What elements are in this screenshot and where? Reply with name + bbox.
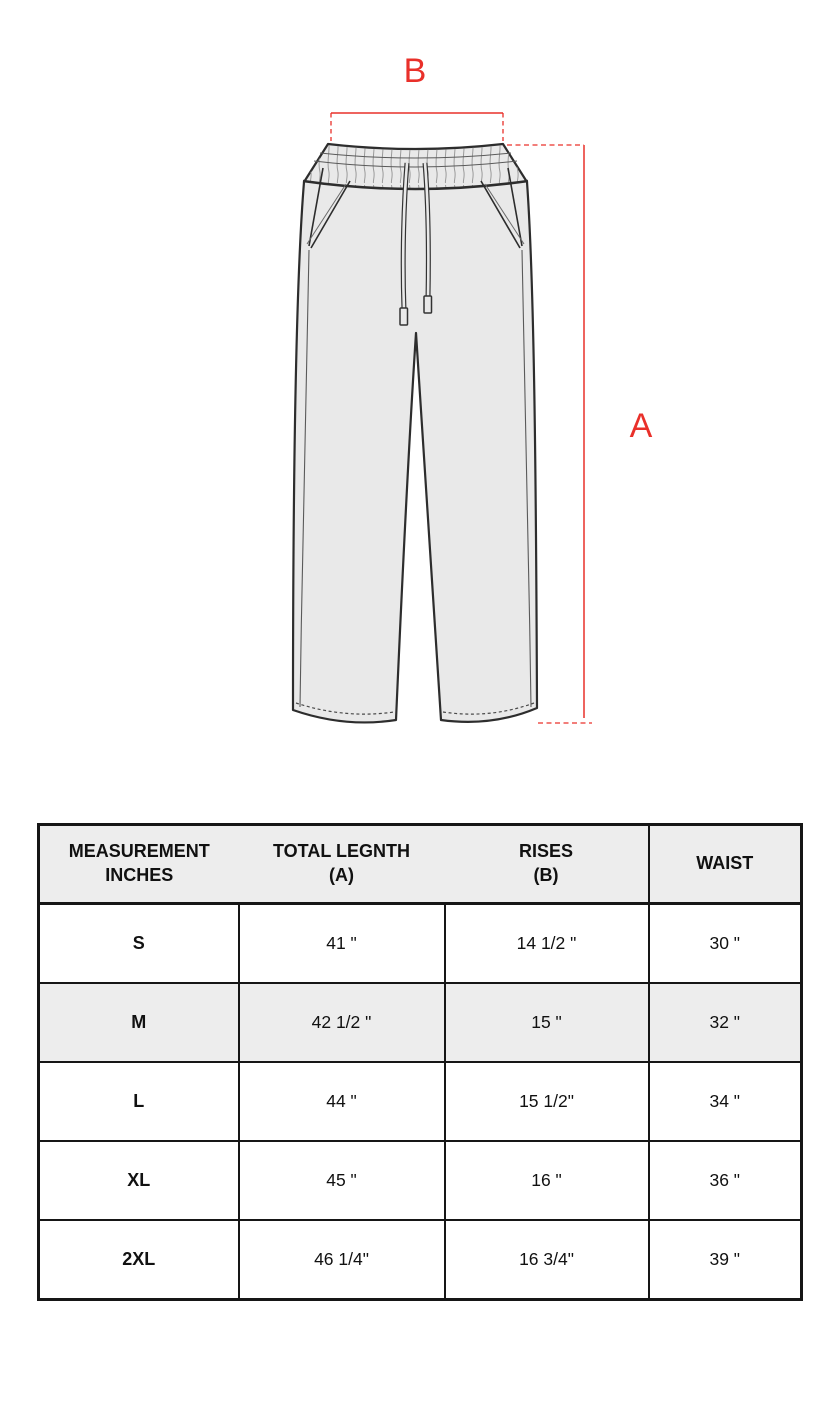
total-length-cell: 45 " — [239, 1141, 445, 1220]
waist-cell: 36 " — [649, 1141, 802, 1220]
label-b: B — [403, 52, 427, 90]
total-length-cell: 42 1/2 " — [239, 983, 445, 1062]
size-cell: XL — [39, 1141, 239, 1220]
waist-cell: 32 " — [649, 983, 802, 1062]
left-aglet — [400, 308, 408, 325]
table-row-m — [39, 983, 802, 1062]
total-length-cell: 41 " — [239, 904, 445, 984]
size-chart-table — [37, 823, 803, 1301]
pants-silhouette — [293, 144, 537, 722]
size-cell: S — [39, 904, 239, 984]
col-header-rises: RISES (B) — [445, 825, 649, 904]
right-aglet — [424, 296, 432, 313]
waist-cell: 39 " — [649, 1220, 802, 1300]
table-row-l — [39, 1062, 802, 1141]
waist-cell: 34 " — [649, 1062, 802, 1141]
size-cell: 2XL — [39, 1220, 239, 1300]
measurement-b-bracket — [331, 113, 503, 141]
table-row-s — [39, 904, 802, 984]
size-cell: L — [39, 1062, 239, 1141]
size-cell: M — [39, 983, 239, 1062]
col-header-waist: WAIST — [649, 825, 802, 904]
col-header-measurement: MEASUREMENT INCHES — [39, 825, 239, 904]
col-header-total-length: TOTAL LEGNTH (A) — [239, 825, 445, 904]
rises-cell: 16 3/4" — [445, 1220, 649, 1300]
waist-cell: 30 " — [649, 904, 802, 984]
header-row — [39, 825, 802, 904]
table-row-xl — [39, 1141, 802, 1220]
rises-cell: 14 1/2 " — [445, 904, 649, 984]
rises-cell: 15 1/2" — [445, 1062, 649, 1141]
total-length-cell: 44 " — [239, 1062, 445, 1141]
label-a: A — [629, 407, 653, 445]
table-row-2xl — [39, 1220, 802, 1300]
rises-cell: 15 " — [445, 983, 649, 1062]
rises-cell: 16 " — [445, 1141, 649, 1220]
total-length-cell: 46 1/4" — [239, 1220, 445, 1300]
pants-body — [293, 144, 537, 722]
